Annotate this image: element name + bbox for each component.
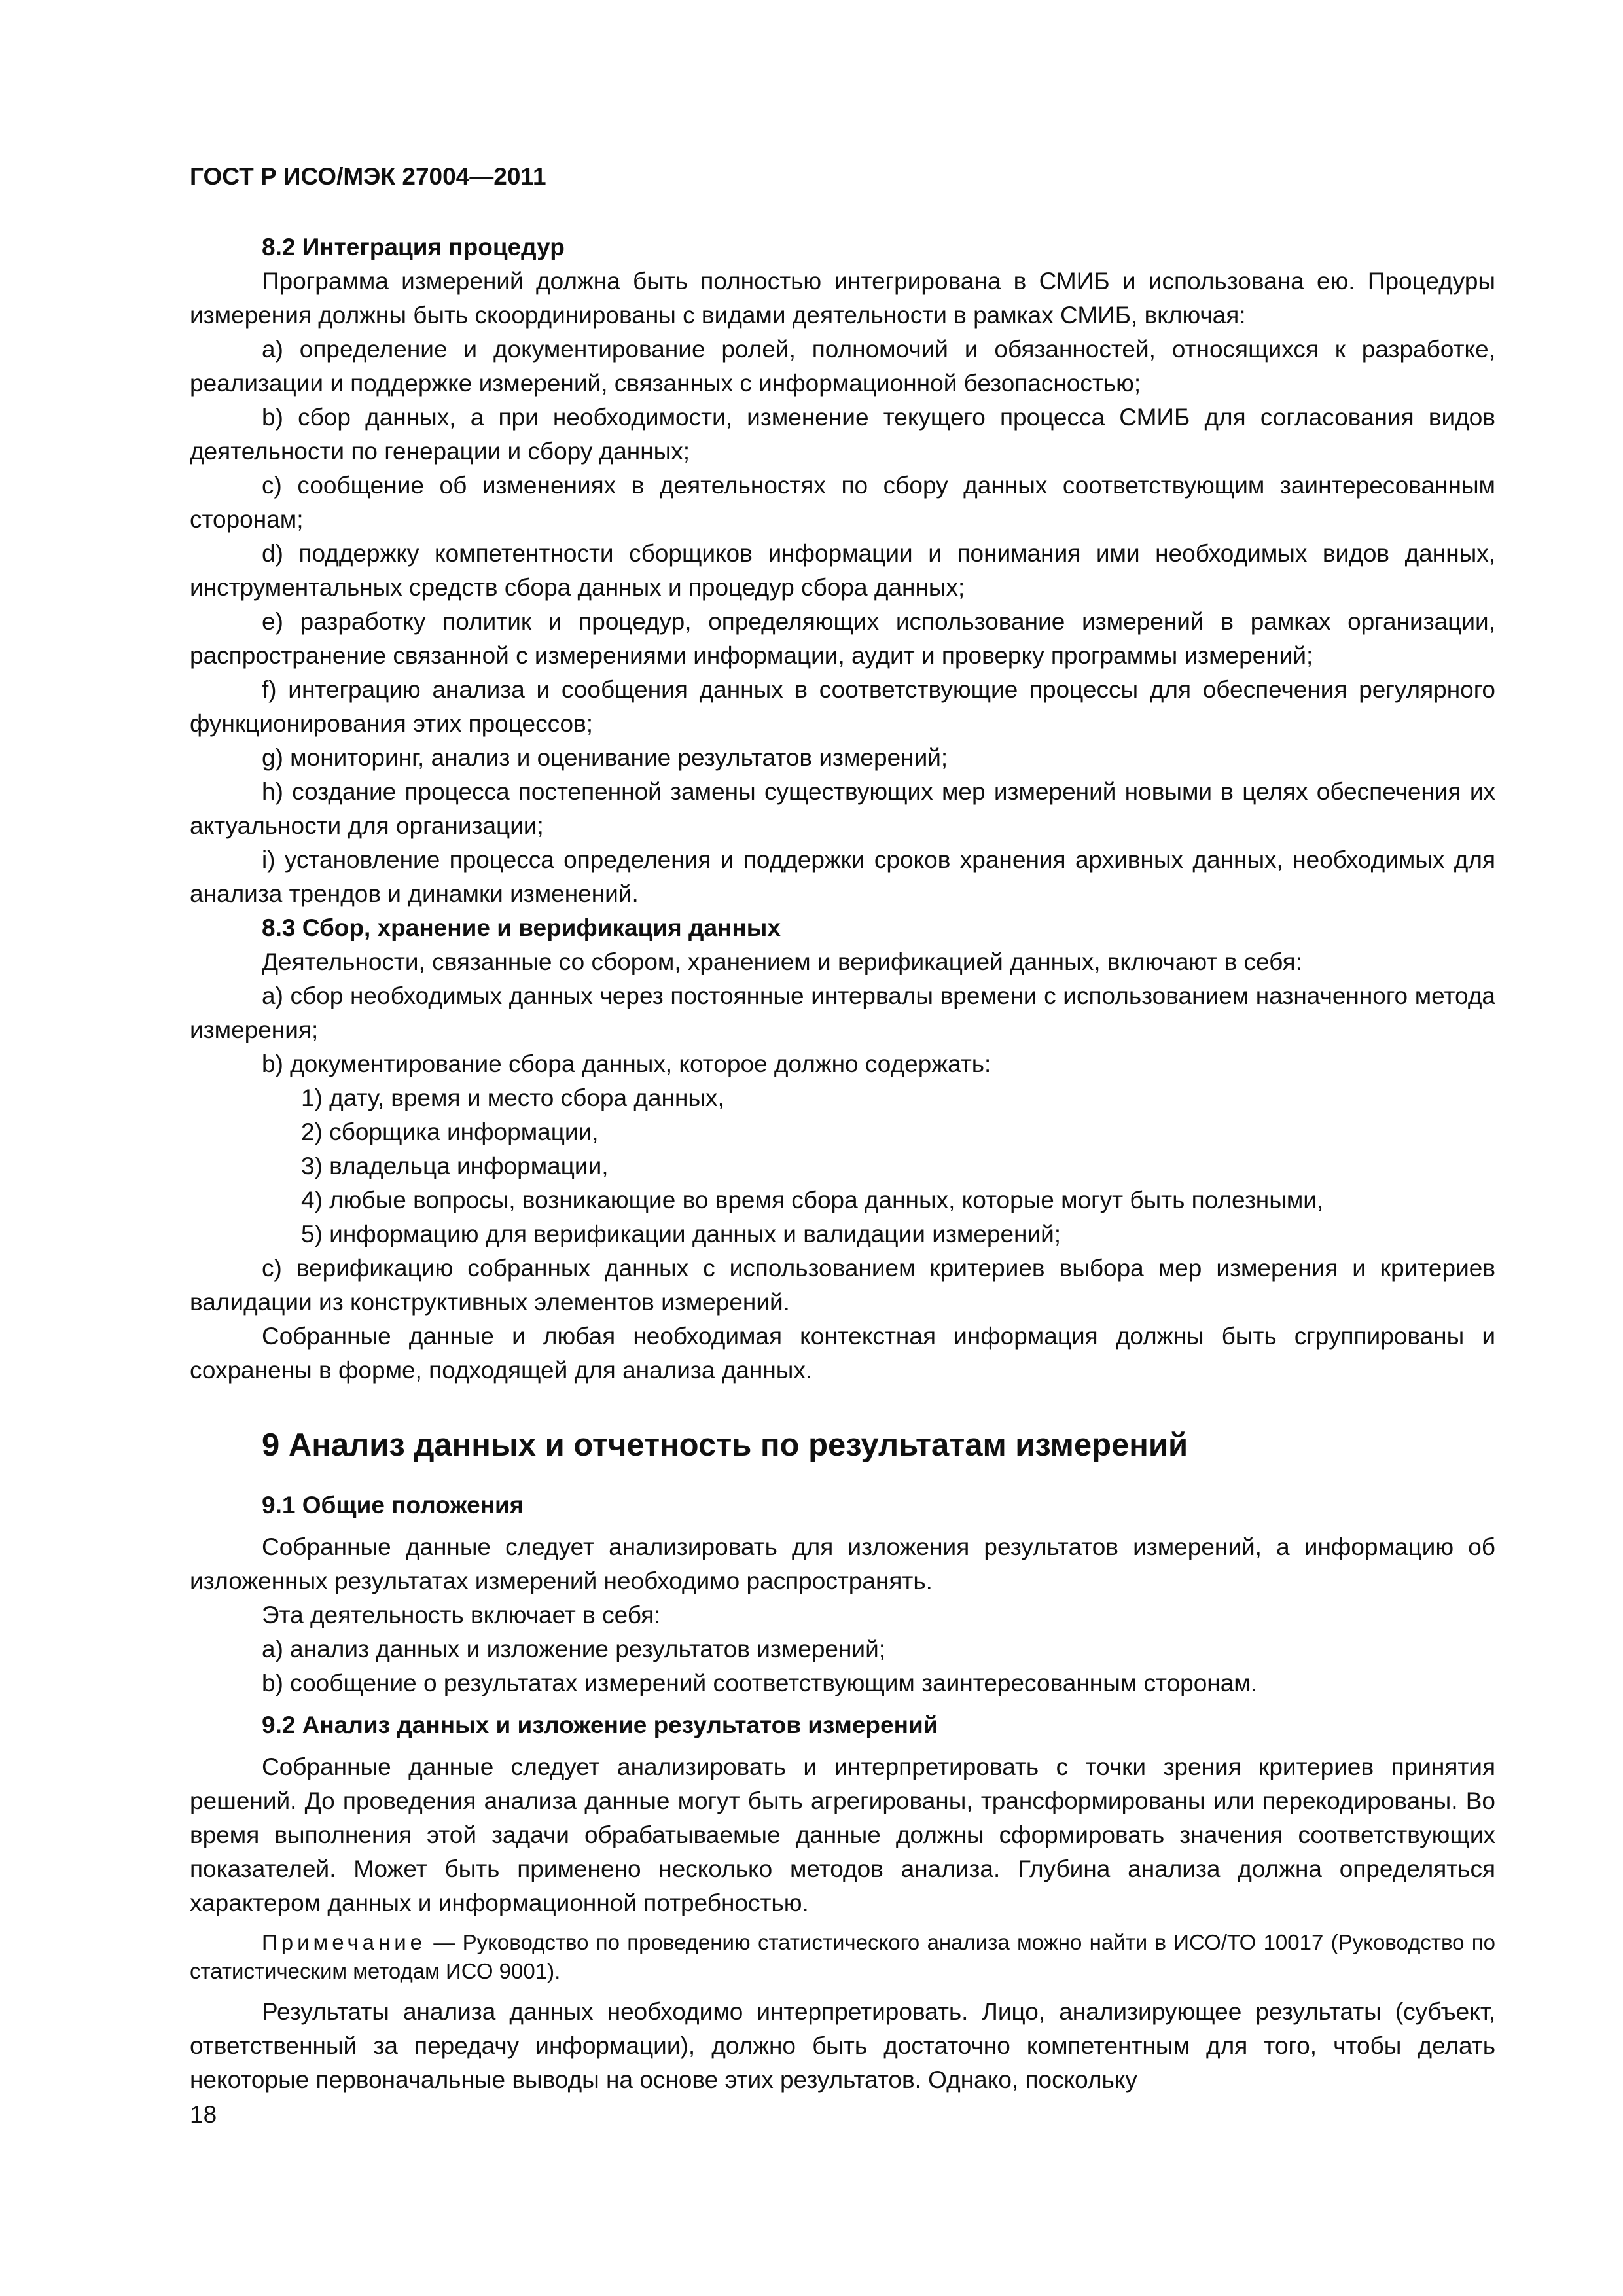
- paragraph: Собранные данные следует анализировать для изложения результатов измерений, а информацию об изложенных результатах измерений необходимо распространять.: [190, 1534, 1495, 1594]
- list-item: g) мониторинг, анализ и оценивание результатов измерений;: [262, 744, 948, 771]
- paragraph: Собранные данные и любая необходимая контекстная информация должны быть сгруппированы и сохранены в форме, подходящей для анализа данных.: [190, 1323, 1495, 1384]
- list-item: i) установление процесса определения и поддержки сроков хранения архивных данных, необходимых для анализа трендов и динамки изменений.: [190, 846, 1495, 907]
- sub-list-item: 2) сборщика информации,: [301, 1119, 599, 1145]
- list-item: c) верификацию собранных данных с использованием критериев выбора мер измерения и критериев валидации из конструктивных элементов измерений.: [190, 1255, 1495, 1316]
- sub-list-item: 3) владельца информации,: [301, 1153, 609, 1179]
- list-item: a) определение и документирование ролей, полномочий и обязанностей, относящихся к разработке, реализации и поддержке измерений, связанных с информационной безопасностью;: [190, 336, 1495, 397]
- note-text: — Руководство по проведению статистического анализа можно найти в ИСО/ТО 10017 (Руководство по статистическим методам ИСО 9001).: [190, 1930, 1495, 1983]
- page-number: 18: [190, 2101, 217, 2128]
- subsection-heading-9-1: 9.1 Общие положения: [262, 1492, 524, 1518]
- paragraph: Программа измерений должна быть полностью интегрирована в СМИБ и использована ею. Процедуры измерения должны быть скоординированы с видами деятельности в рамках СМИБ, включая:: [190, 268, 1495, 329]
- document-header: ГОСТ Р ИСО/МЭК 27004—2011: [190, 163, 546, 190]
- list-item: b) документирование сбора данных, которое должно содержать:: [262, 1050, 991, 1077]
- list-item: c) сообщение об изменениях в деятельностях по сбору данных соответствующим заинтересованным сторонам;: [190, 472, 1495, 533]
- list-item: h) создание процесса постепенной замены существующих мер измерений новыми в целях обеспечения их актуальности для организации;: [190, 778, 1495, 839]
- list-item: a) анализ данных и изложение результатов измерений;: [262, 1636, 886, 1662]
- list-item: b) сбор данных, а при необходимости, изменение текущего процесса СМИБ для согласования видов деятельности по генерации и сбору данных;: [190, 404, 1495, 465]
- list-item: d) поддержку компетентности сборщиков информации и понимания ими необходимых видов данных, инструментальных средств сбора данных и процедур сбора данных;: [190, 540, 1495, 601]
- list-item: f) интеграцию анализа и сообщения данных в соответствующие процессы для обеспечения регулярного функционирования этих процессов;: [190, 676, 1495, 737]
- paragraph: Эта деятельность включает в себя:: [262, 1602, 661, 1628]
- subsection-heading-8-3: 8.3 Сбор, хранение и верификация данных: [262, 914, 781, 941]
- page-content: [190, 230, 1495, 2097]
- list-item: b) сообщение о результатах измерений соответствующим заинтересованным сторонам.: [262, 1670, 1258, 1696]
- subsection-heading-8-2: 8.2 Интеграция процедур: [262, 234, 565, 260]
- list-item: e) разработку политик и процедур, определяющих использование измерений в рамках организации, распространение связанной с измерениями информации, аудит и проверку программы измерений;: [190, 608, 1495, 669]
- sub-list-item: 5) информацию для верификации данных и валидации измерений;: [301, 1221, 1061, 1247]
- sub-list-item: 1) дату, время и место сбора данных,: [301, 1085, 724, 1111]
- note: [190, 1928, 1495, 1986]
- sub-list-item: 4) любые вопросы, возникающие во время сбора данных, которые могут быть полезными,: [301, 1187, 1324, 1213]
- section-heading-9: 9 Анализ данных и отчетность по результатам измерений: [262, 1427, 1188, 1463]
- list-item: a) сбор необходимых данных через постоянные интервалы времени с использованием назначенного метода измерения;: [190, 982, 1495, 1043]
- note-label: Примечание: [262, 1930, 427, 1954]
- subsection-heading-9-2: 9.2 Анализ данных и изложение результатов измерений: [262, 1712, 938, 1738]
- paragraph: Деятельности, связанные со сбором, хранением и верификацией данных, включают в себя:: [262, 948, 1302, 975]
- paragraph: Результаты анализа данных необходимо интерпретировать. Лицо, анализирующее результаты (субъект, ответственный за передачу информации), должно быть достаточно компетентным для того, чтобы делать некоторые первоначальные выводы на основе этих результатов. Однако, поскольку: [190, 1998, 1495, 2093]
- paragraph: Собранные данные следует анализировать и интерпретировать с точки зрения критериев принятия решений. До проведения анализа данные могут быть агрегированы, трансформированы или перекодированы. Во время выполнения этой задачи обрабатываемые данные должны сформировать значения соответствующих показателей. Может быть применено несколько методов анализа. Глубина анализа должна определяться характером данных и информационной потребностью.: [190, 1753, 1495, 1916]
